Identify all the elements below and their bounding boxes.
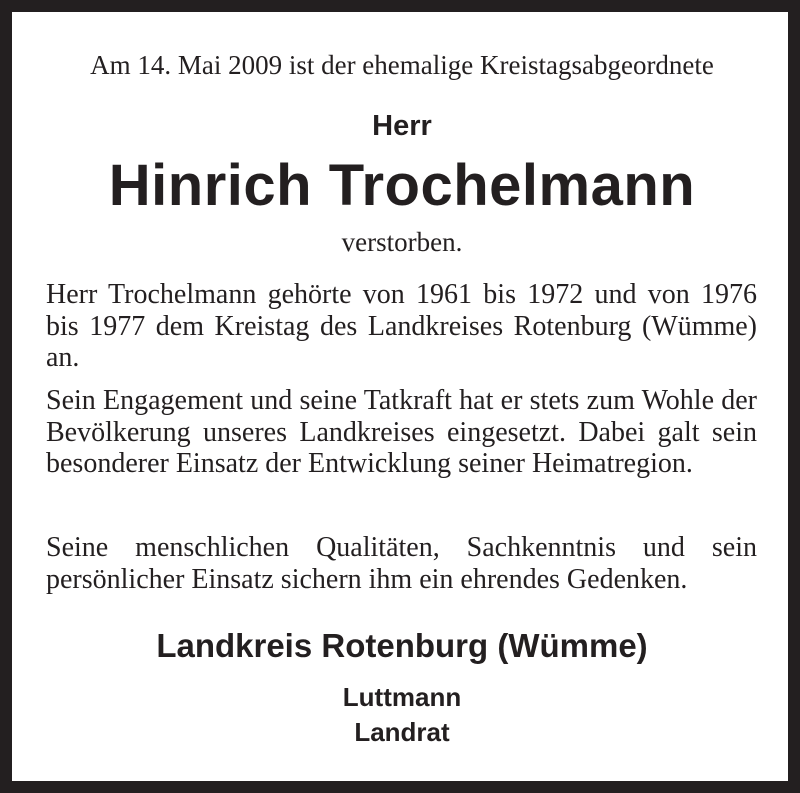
paragraph-engagement: Sein Engagement und seine Tatkraft hat er stets zum Wohle der Bevölkerung unseres Landkreises eingesetzt. Dabei galt sein besonderer Einsatz der Entwicklung seiner Heimatregion. (46, 385, 757, 479)
organization-name: Landkreis Rotenburg (Wümme) (156, 627, 648, 664)
paragraph-remembrance: Seine menschlichen Qualitäten, Sachkenntnis und sein persönlicher Einsatz sichern ihm ein ehrendes Gedenken. (46, 532, 757, 595)
paragraph-service: Herr Trochelmann gehörte von 1961 bis 1972 und von 1976 bis 1977 dem Kreistag des Landkreises Rotenburg (Wümme) an. (46, 279, 757, 373)
salutation: Herr (372, 110, 432, 142)
intro-text: Am 14. Mai 2009 ist der ehemalige Kreistagsabgeordnete (90, 50, 714, 80)
deceased-name: Hinrich Trochelmann (108, 153, 696, 218)
signatory-name: Luttmann (342, 682, 462, 712)
deceased-text: verstorben. (341, 227, 463, 257)
signatory-title: Landrat (354, 717, 450, 747)
